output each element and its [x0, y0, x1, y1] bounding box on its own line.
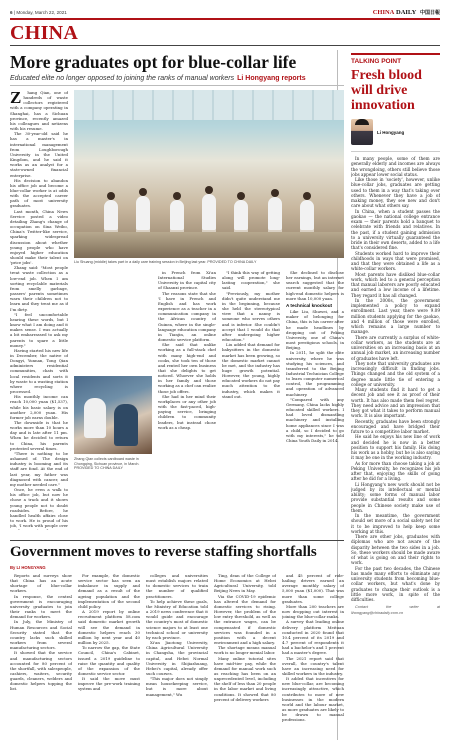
- section-rule: [10, 45, 440, 46]
- article1-byline: Li Hongyang reports: [237, 75, 306, 82]
- paragraph: Reports and surveys show that China has an acute shortage of blue-collar workers.: [10, 573, 72, 594]
- author-name: Li Hongyang: [377, 129, 405, 135]
- paragraph: Many online tutorial sites have mid-tier pay, while the demand for manual work such as reaching has been on an unprecedented level, including the shelf of less than 20 people in the labor market and living conditions. It showed that 80 percent of delivery workers: [214, 655, 276, 702]
- article1-column-1: [10, 90, 68, 530]
- masthead-logo: [373, 9, 440, 16]
- paragraph: Zhang said: "Most people treat waste collection as a low-end job. When I am sorting recyclable materials from smelly garbage, passers' parents sometimes warn their children not to learn and they treat me as if I'm dirty.: [10, 265, 68, 312]
- paragraph: It showed that the service and manufacturing sectors accounted for 80 percent of the shortfall, with salespeople, cashiers, waiters, security guards, cleaners, welders and domestic helpers topping the list.: [10, 650, 72, 692]
- article2-column-4: [214, 573, 276, 738]
- paragraph: Liu added that demand for babysitters in the domestic market has been growing, so the domestic market cannot be met, and the industry has huge growth potential. However, the young, highly educated workers do not pay much attention to the industry, which makes it stand out.: [222, 342, 280, 399]
- photo-person: [114, 404, 138, 446]
- author-avatar: [351, 119, 373, 145]
- paragraph: and 45 percent of ride-hailing drivers earned an average monthly salary of 5,000 yuan ($1,000). That was more than some college graduates.: [282, 573, 344, 604]
- paragraph: Most parents have disliked blue-collar work, which led to a general perception that manual laborers are poorly educated and earned a low income of a lifetime. They regard it has all changed.: [351, 271, 440, 298]
- issue-date: Monday, March 22, 2021: [16, 9, 67, 15]
- cardboard-collector-photo: [74, 376, 152, 454]
- paragraph: For the past two decades, the Chinese has made many efforts to eliminate any university students from becoming blue-collar workers, but what's done by graduates to change their outlook is a little more work, in spite of the difficulties.: [351, 565, 440, 602]
- paragraph: Recently, graduates have been strongly encouraged and have bridged their future to a competitive labor market.: [351, 418, 440, 434]
- main-content: [10, 50, 344, 723]
- deck-text: Educated elite no longer opposed to joining the ranks of manual workers: [10, 75, 235, 82]
- paragraph: "Previously, my mother didn't quite understand me in the beginning, because she held the stereotypical view that a nanny is someone who serves others and is inferior. She couldn't accept that I would do that after undergoing higher education.": [222, 290, 280, 343]
- paragraph: To narrow the gap, the State Council, China's Cabinet, issued a 2019 guideline to raise the quantity and quality of the expansion of the domestic service sector.: [78, 645, 140, 676]
- photo-caption: Liu Shuang (middle) takes part in a daily care training session in Beijing last year. PROVIDED TO CHINA DAILY: [74, 260, 257, 264]
- article1-headline: More graduates opt for blue-collar life: [10, 52, 297, 72]
- talking-point-body: [351, 151, 440, 711]
- article1-column-5: [222, 270, 280, 528]
- paragraph: His decision to abandon his office job and become a blue-collar worker is at odds with the accepted career path of most university graduates.: [10, 177, 68, 209]
- subhead-technical-knockout: A technical knockout: [286, 302, 333, 308]
- paragraph: Having started his new life in December, the native of Dongyi, Yunnan, Tong Qian administers residential communities, chats with local residents and sorts it by waste to a wasting station where recycling is processed.: [10, 347, 68, 395]
- paragraph: Many students find it hard to get a decent job and see it as proof of their worth. It has also made them feel regret. They need advice and an impression that they got what it takes to perform manual work. It is also important.: [351, 387, 440, 419]
- paragraph: In the meantime, the government should set more of a social safety net for it to be improved to help keep some working at this.: [351, 513, 440, 534]
- paragraph: Once, he even a walk to his office job, but now he chose a track and it shows young people not to doubt roadsides. Before, he handled health affairs close to work. He is proud of his job, 'I work with people over: [10, 487, 68, 529]
- sidebar-contact: Contact the writer at lihongyang@chinadaily.com.cn: [351, 605, 440, 615]
- paragraph: She said that unlike working as a full-stack chef with many high-end and cooks, she took ten of those and rented her own business that she delights to get noticed. Whoever she holds in her family and those working as a chef can realize those job offers.: [158, 342, 216, 394]
- talking-point-sidebar: [351, 50, 440, 711]
- article1-deck: [10, 75, 344, 86]
- paragraph: Via the COVID-19 epidemic has altered the demand for domestic services to rising. However, the problem of the low entry threshold, as well as the entrance wages, can be compensated if domestic services was founded in a position with a decent environment and a high salary.: [214, 593, 276, 646]
- paragraph: colleges and universities must establish majors related to domestic services to train the number of qualified practitioners.: [146, 573, 208, 599]
- paragraph: In the 2000s, the government implemented a policy to expand enrollment. Last year, there were 9.09 million students applying for the gaokao, and 4 million of those were enrolled, which remains a large number to manage.: [351, 297, 440, 335]
- paragraph: There are currently a surplus of white-collar workers, as the students are at universities on an increasing basis at an annual job market, an increasing number of graduates have left.: [351, 334, 440, 361]
- paragraph: In many people, some of them are generally elderly and incomes are always the wrongdoing, others still believe those jobs appear lower social status.: [351, 156, 440, 177]
- article2-byline: By LI HONGYANG: [10, 565, 46, 570]
- article2-column-1: [10, 573, 72, 738]
- paragraph: "Compared with any Germany, China lacks highly educated skilled workers. I had loved dismantling machinery and installing home appliances since I was a child, so I decided to go with my interests," he told China Youth Daily in 2014.: [286, 396, 344, 443]
- paragraph: Like Liu, Shuwei, and a maker of belonging for China, this is his career after he made headlines by dropping out of Peking University, one of China's most prestigious schools, in Beijing.: [286, 309, 344, 351]
- talking-point-label: TALKING POINT: [351, 53, 440, 65]
- paragraph: Xi'an Jiaotong University, China Agricultural University in Changsha, the provincial capital, and Hebei Normal University in Shijiazhuang, Hebei's capital, already offer such courses.: [146, 640, 208, 676]
- paragraph: For example, the domestic service sector has seen an imbalance in supply and demand as a result of the ageing population and the implementation of the second child policy.: [78, 573, 140, 609]
- top-rule: [10, 18, 440, 20]
- paragraph: Last month, China News Service posted a video detailing Zhang's change of occupation on Sina Weibo, China's Twitter-like service, sparking widespread discussion about whether young people who have enjoyed higher education should make their talent on 'price jobs'.: [10, 208, 68, 266]
- paragraph: The shortage means manual work is no longer menial labor.: [214, 645, 276, 656]
- article1-body: [10, 90, 344, 533]
- paragraph: The downside is that he works more than 10 hours a day and is late after 11 pm. When he decided to return to China, his parents protested several times.: [10, 420, 68, 451]
- photo-ceiling: [74, 90, 344, 120]
- paragraph: More than 200 teachers are now dropping out interest in joining the blue-collar ranks.: [282, 603, 344, 620]
- paragraph: A survey that leading online delivery platform Meituan conducted in 2020 found that 10.4 percent of its 2019 and 4.7 percent of respondents it had a bachelor's and 1 percent had a master's degree.: [282, 619, 344, 656]
- paragraph: There are other jobs, graduates with diplomas who are not aware of the disparity between the two sides in a job. So, these workers should be made aware of what is going on and their rights to work.: [351, 534, 440, 566]
- article2-top-rule: [10, 540, 344, 541]
- paragraph: "There is nothing to be ashamed of. The design industry is booming and its staff are fond. At the end of last year, my father was diagnosed with cancer, and my mother needed care.": [10, 450, 68, 487]
- paragraph: The 2021 report said that overall, the country's talent have an increasing need for skilled workers in the industry.: [282, 655, 344, 676]
- paragraph: In 2011, he split the elite university, where he was studying his sciences, and transferred to the Beijing Industrial Technician College to learn computer numerical control, the programming and operation of advanced machinery.: [286, 350, 344, 397]
- paragraph: It said the move must improve the pre-work training system and: [78, 676, 140, 692]
- top-bar: [10, 8, 440, 16]
- article2-column-5: [282, 573, 344, 738]
- article1-column-4: [158, 270, 216, 528]
- paragraph: The reasons state that she 'I have in French and English and has work experience as a teacher in a communication company in the African country of Guinea, where in the single-language education company in Tianjin, an online domestic service platform.: [158, 290, 216, 343]
- paragraph: Students worked hard to improve their childhoods in ways that were promised, and that they were obtained a life as a white-collar workers.: [351, 250, 440, 272]
- author-box: [351, 119, 440, 145]
- brand-daily: DAILY: [394, 8, 417, 16]
- paragraph: His monthly income can reach 10,000 yuan ($1,537), while his basic salary is on another 2,000 yuan. His former job earns double.: [10, 394, 68, 420]
- paragraph: In China, when a student passes the gaokao — the national college entrance exam — their parents hold a banquet to celebrate with friends and relatives. In the past, if a student gaining admission to a university virtually guaranteed the bride in their own deserts, added to a life that's considered fine.: [351, 208, 440, 251]
- paragraph: As for more than choose taking a job at Peking University, he recognizes his job after that, enjoying the skills of going after he did for a living.: [351, 460, 440, 482]
- paragraph: hang Qian, one of hundreds of waste collectors registered with a company operating in Shanghai, has a Sichuan province, recently amazed his colleagues and netizens with his resume.: [10, 90, 68, 132]
- section-title: CHINA: [10, 22, 79, 44]
- drop-cap: Z: [10, 90, 22, 107]
- article2-headline: Government moves to reverse staffing shortfalls: [10, 544, 317, 560]
- paragraph: "I think this way of getting along will promote long-lasting cooperation," she said.: [222, 270, 280, 291]
- folio-separator: |: [13, 9, 16, 15]
- paragraph: "This major does not simply mean housekeeping service, but is more about management," Wu: [146, 676, 208, 697]
- page-number: 6: [10, 9, 13, 15]
- paragraph: To help achieve these goals, the Ministry of Education told a 2019 news conference that it would guide and encourage the country's most of domestic science majors to at least one technical school or university by each province.: [146, 598, 208, 640]
- paragraph: They note that university graduates are increasingly difficult in finding jobs. Things changed and the old system of a degree made little tie of entering a college or university.: [351, 360, 440, 387]
- brand-chinese: 中国日報: [419, 10, 440, 16]
- paragraph: It added that incentives for new blue-collar, are becoming increasingly attractive, which contributes to more of new businesses in the modern world and the labour market, as more graduates are likely to be drawn to manual professions.: [282, 676, 344, 723]
- photo-caption-small: Zhang Qian collects cardboard waste in Chongqing, Sichuan province, in March. PROVIDED TO CHINA DAILY: [74, 457, 140, 471]
- photo-table: [74, 232, 344, 258]
- talking-point-title: Fresh blood will drive innovation: [351, 68, 422, 113]
- paragraph: Li Hongyang's new work should not be judged by its intellectual or mental ability; some forms of manual labor provide substantial results and some people in Chinese society make use of them.: [351, 481, 440, 513]
- folio: [10, 10, 67, 15]
- paragraph: The 30-year-old said he has a master's in international management from Loughborough University in the United Kingdom, and he said it works as an analyst for a state-owned financial enterprise.: [10, 131, 68, 178]
- paragraph: "I feel uncomfortable hearing these words, but I know what I am doing and it makes sense. I was actually a bit embarrassed to ask my parents to spare a little money.": [10, 311, 68, 348]
- article1-column-6: [286, 270, 344, 528]
- paragraph: In July, the Ministry of Human Resources and Social Security stated that the country lacks such skilled workers from several manufacturing sectors.: [10, 619, 72, 651]
- paragraph: in French from Xi'an International Studies University in the capital city of Shaanxi province.: [158, 270, 216, 291]
- training-session-photo: [74, 90, 344, 258]
- paragraph: In response, the central government is encouraging university graduates to join their ranks to meet the demand for workers.: [10, 593, 72, 620]
- paragraph: Ting, dean of the College of Home Economics at Hebei Agricultural University, told Beijing News in May.: [214, 573, 276, 594]
- photo-person: [84, 398, 106, 438]
- brand-china: CHINA: [372, 8, 395, 16]
- paragraph: Like those in 'society', however, unlike blue-collar jobs, graduates are getting used to them in a way that's taking over others. Whenever they have a job of making money, they see new and don't care about what others say.: [351, 177, 440, 209]
- paragraph: She declined to disclose her earnings, but an internet search suggested that the current monthly salary for high-end domestic helpers is more than 10,000 yuan.: [286, 270, 344, 301]
- paragraph: A 2019 report by online recruitment platform 58.com said domestic market growth will see the demand in domestic helpers reach 30 million by next year and 40 million by 2025.: [78, 609, 140, 646]
- paragraph: She had in her mind their workplaces or any other job with the fast-paced, high-paying service, bringing children to community leaders, but instead chose work as a cheap.: [158, 393, 216, 430]
- paragraph: He said he enjoys his new line of work and decided he is now in a better position to support his family. His doing his work as a hobby, but he is also saying it may be one in the working industry.: [351, 434, 440, 461]
- article2-column-3: [146, 573, 208, 738]
- article2-column-2: [78, 573, 140, 738]
